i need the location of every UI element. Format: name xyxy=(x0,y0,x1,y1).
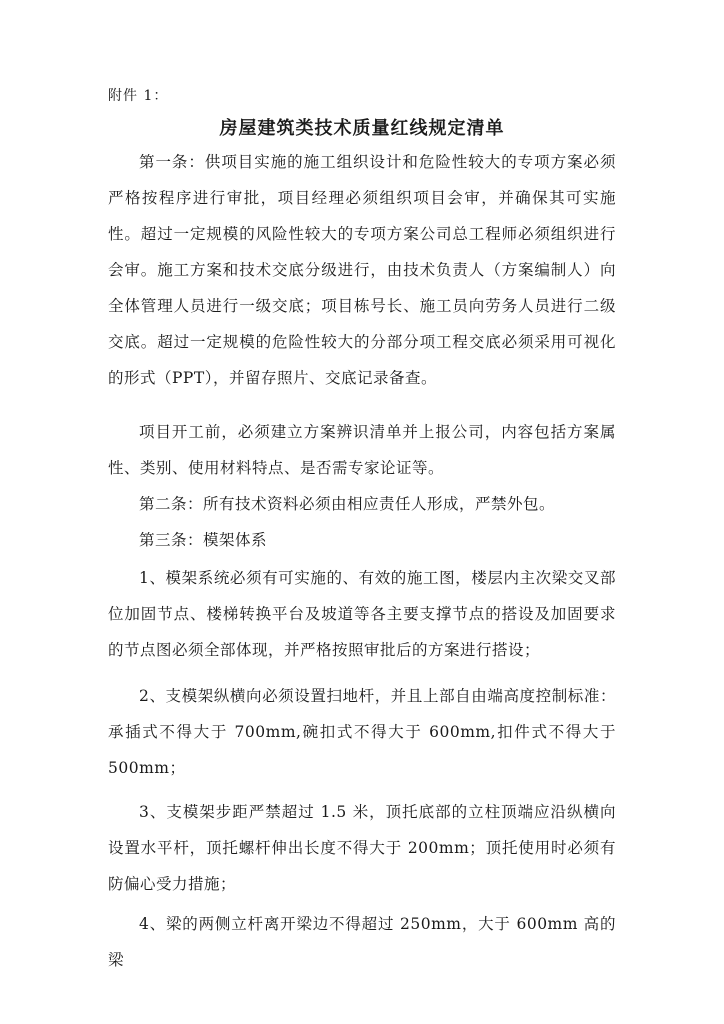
attachment-label: 附件 1： xyxy=(108,88,169,104)
paragraph-article-2: 第二条：所有技术资料必须由相应责任人形成，严禁外包。 xyxy=(139,495,556,513)
paragraph-item-3: 3、支模架步距严禁超过 1.5 米，顶托底部的立柱顶端应沿纵横向设置水平杆，顶托螺杆伸出长度不得大于 200mm；顶托使用时必须有防偏心受力措施； xyxy=(108,803,616,893)
paragraph-article-1: 第一条：供项目实施的施工组织设计和危险性较大的专项方案必须严格按程序进行审批，项目经理必须组织项目会审，并确保其可实施性。超过一定规模的风险性较大的专项方案公司总工程师必须组织进行会审。施工方案和技术交底分级进行，由技术负责人（方案编制人）向全体管理人员进行一级交底；项目栋号长、施工员向劳务人员进行二级交底。超过一定规模的危险性较大的分部分项工程交底必须采用可视化的形式（PPT），并留存照片、交底记录备查。 xyxy=(108,153,616,387)
document-title: 房屋建筑类技术质量红线规定清单 xyxy=(219,118,505,139)
paragraph-item-2: 2、支模架纵横向必须设置扫地杆，并且上部自由端高度控制标准：承插式不得大于 700mm,碗扣式不得大于 600mm,扣件式不得大于500mm； xyxy=(108,687,616,777)
paragraph-item-4: 4、梁的两侧立杆离开梁边不得超过 250mm，大于 600mm 高的梁 xyxy=(108,915,616,969)
paragraph-article-3-heading: 第三条：模架体系 xyxy=(139,531,268,549)
paragraph-item-1: 1、模架系统必须有可实施的、有效的施工图，楼层内主次梁交叉部位加固节点、楼梯转换平台及坡道等各主要支撑节点的搭设及加固要求的节点图必须全部体现，并严格按照审批后的方案进行搭设； xyxy=(108,569,616,659)
paragraph-pre-construction: 项目开工前，必须建立方案辨识清单并上报公司，内容包括方案属性、类别、使用材料特点、是否需专家论证等。 xyxy=(108,423,616,477)
